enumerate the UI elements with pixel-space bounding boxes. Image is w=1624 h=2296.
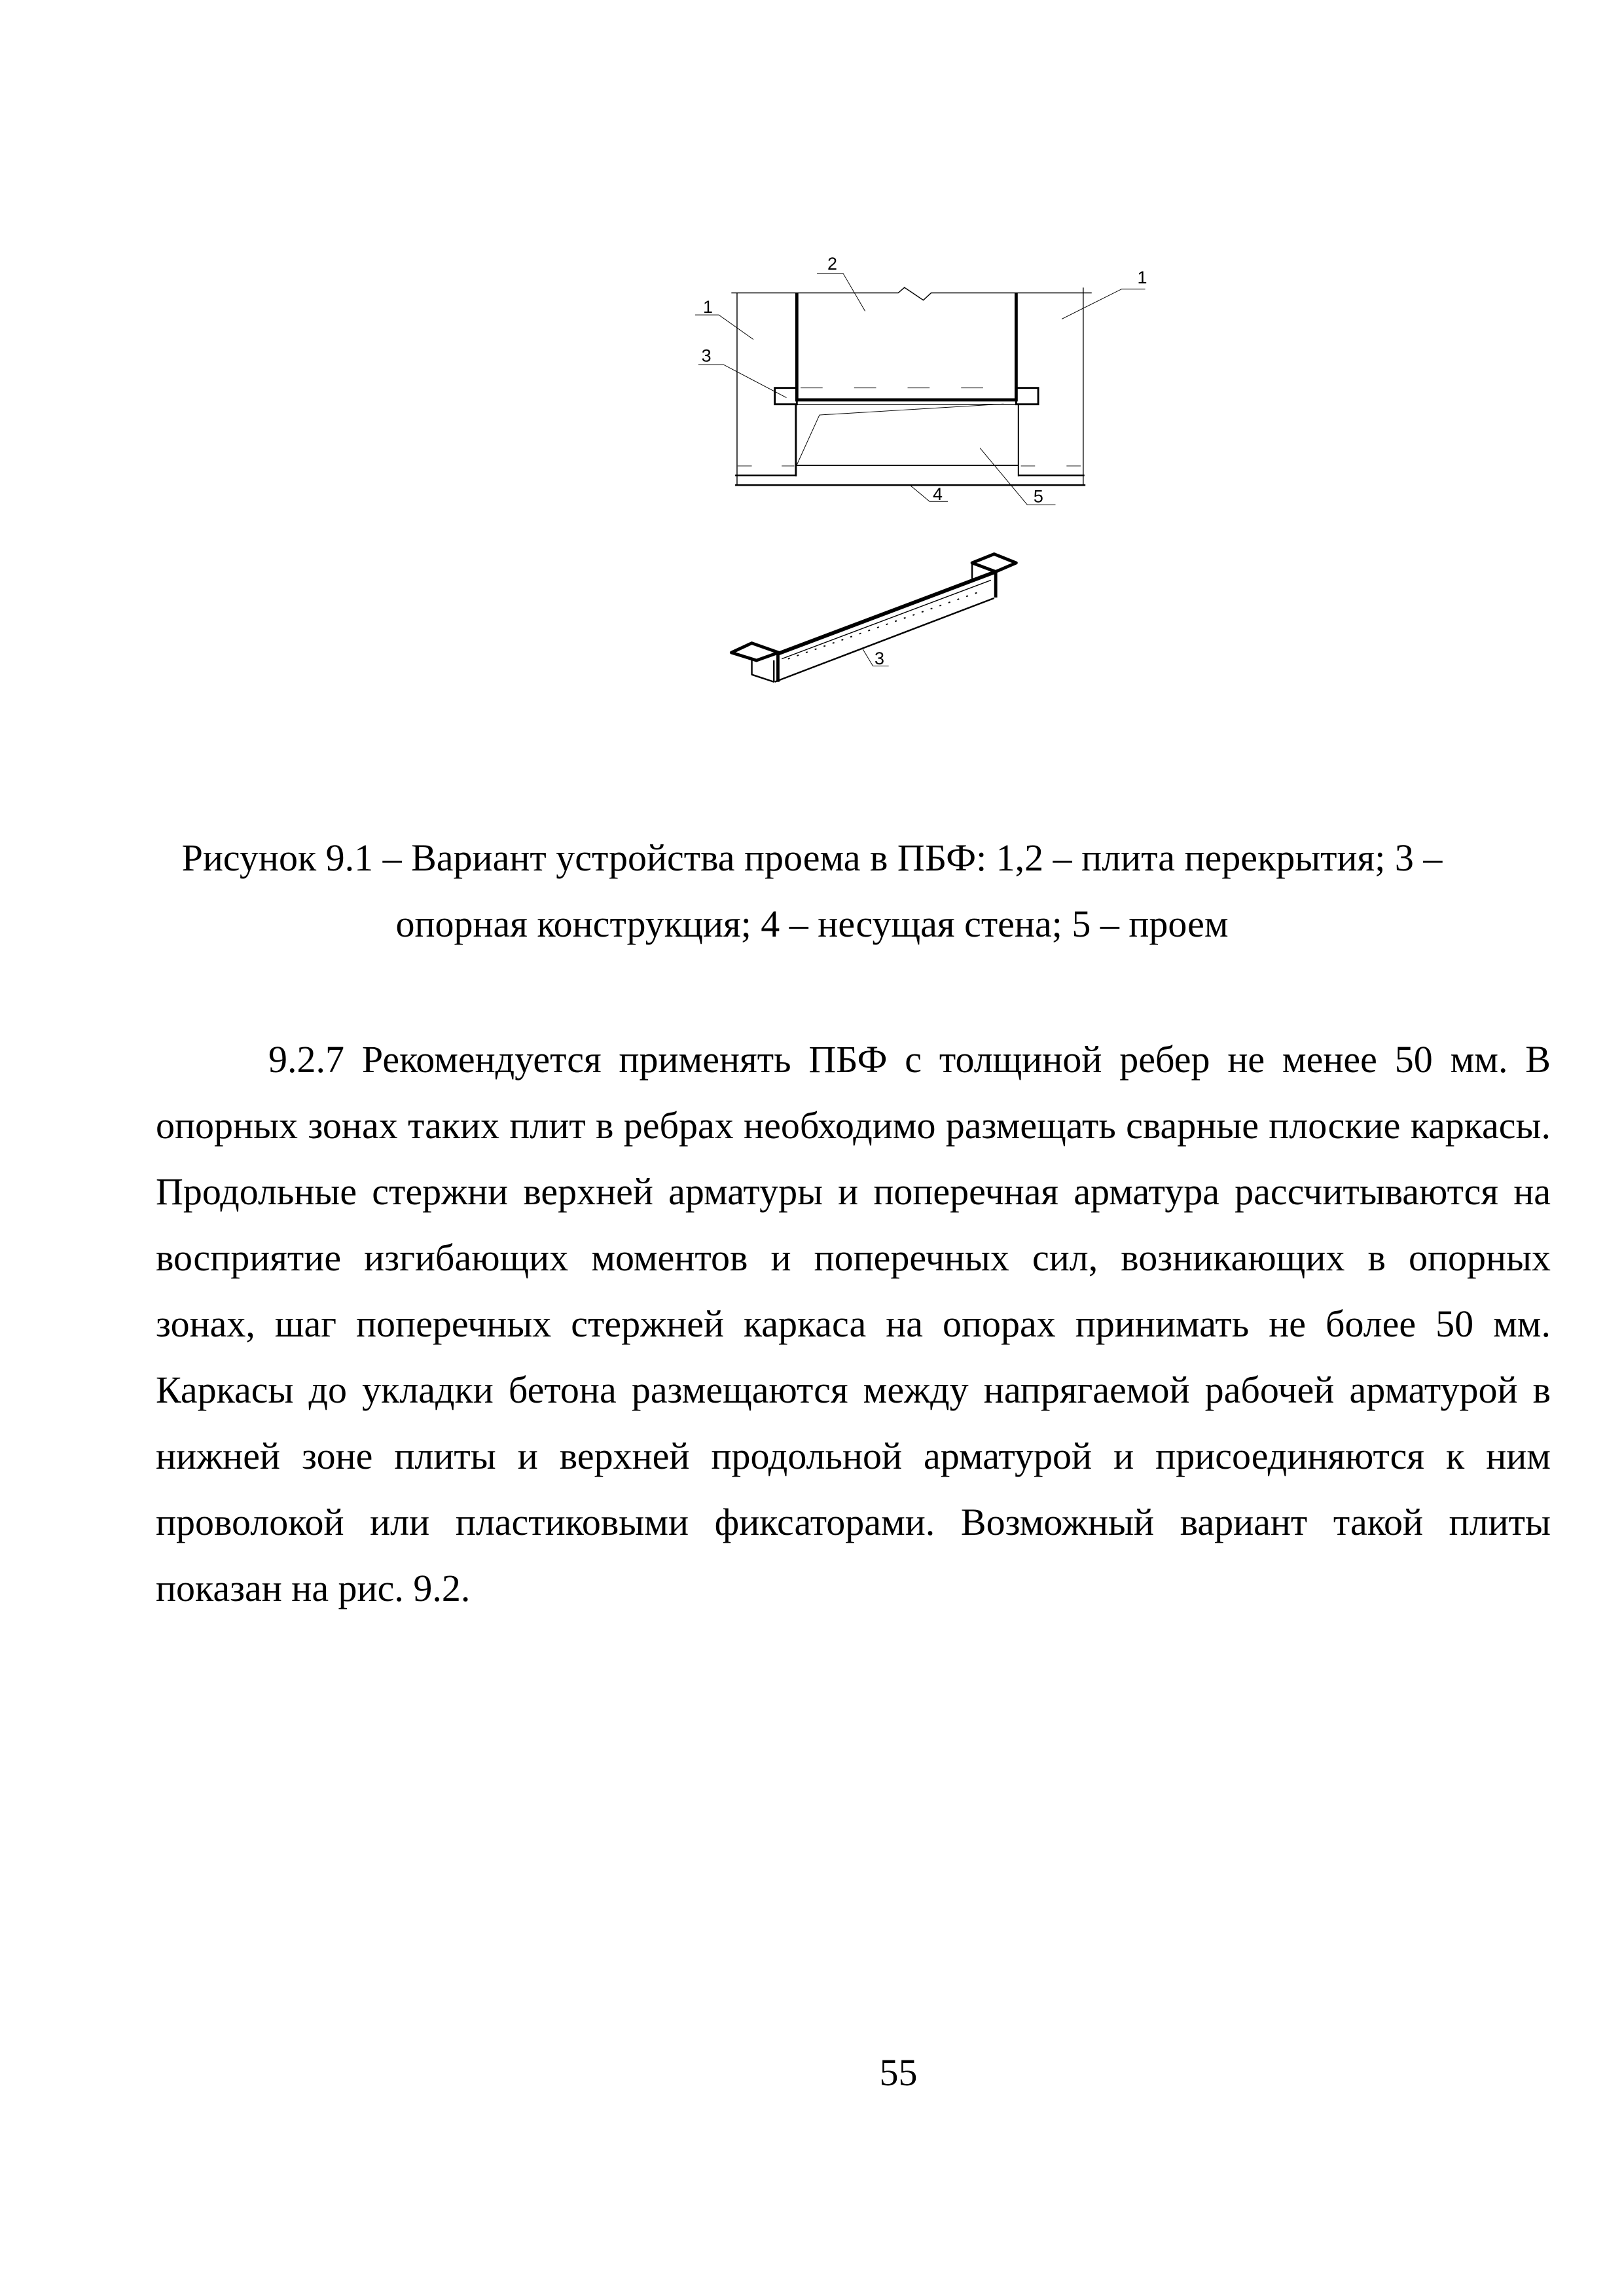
leader-2 <box>817 274 865 312</box>
left-flange <box>731 643 778 660</box>
label-2: 2 <box>827 253 837 274</box>
slab-top-break-line <box>731 287 1091 300</box>
leader-opening-support <box>796 404 1003 467</box>
label-5: 5 <box>1033 486 1043 507</box>
leader-3 <box>698 365 787 397</box>
figure-labels <box>702 254 1147 668</box>
body-text <box>156 1026 1551 1621</box>
leader-1-left <box>695 315 753 339</box>
left-support-pad <box>775 388 797 404</box>
label-3-bracket: 3 <box>875 648 885 668</box>
leader-1-right <box>1062 289 1145 319</box>
beam-top-edge <box>778 572 994 653</box>
left-end-face <box>752 659 774 682</box>
right-flange <box>972 554 1016 572</box>
figure-caption-line-1: Рисунок 9.1 – Вариант устройства проема в ПБФ: 1,2 – плита перекрытия; 3 – <box>181 836 1443 879</box>
label-1-right: 1 <box>1137 268 1147 288</box>
plan-view <box>695 274 1146 505</box>
figure-9-1-drawing <box>687 236 1178 792</box>
beam-bottom-edge <box>775 598 994 682</box>
leader-5 <box>980 448 1055 505</box>
label-1-left: 1 <box>703 296 713 317</box>
figure-caption-line-2: опорная конструкция; 4 – несущая стена; 5 – проем <box>395 903 1229 945</box>
label-3: 3 <box>701 346 712 366</box>
support-bracket-isometric <box>731 554 1016 682</box>
label-4: 4 <box>933 484 943 504</box>
page-number: 55 <box>879 2051 918 2094</box>
right-support-pad <box>1016 388 1038 404</box>
weld-dots <box>788 590 983 658</box>
beam-inner-edge <box>782 580 991 658</box>
paragraph-9-2-7: 9.2.7 Рекомендуется применять ПБФ с толщиной ребер не менее 50 мм. В опорных зонах таких плит в ребрах необходимо размещать сварные плоские каркасы. Продольные стержни верхней арматуры и поперечная арматура рассчитываются на восприятие изгибающих моментов и поперечных сил, возникающих в опорных зонах, шаг поперечных стержней каркаса на опорах принимать не более 50 мм. Каркасы до укладки бетона размещаются между напрягаемой рабочей арматурой в нижней зоне плиты и верхней продольной арматурой и присоединяются к ним проволокой или пластиковыми фиксаторами. Возможный вариант такой плиты показан на рис. 9.2. <box>156 1038 1551 1609</box>
